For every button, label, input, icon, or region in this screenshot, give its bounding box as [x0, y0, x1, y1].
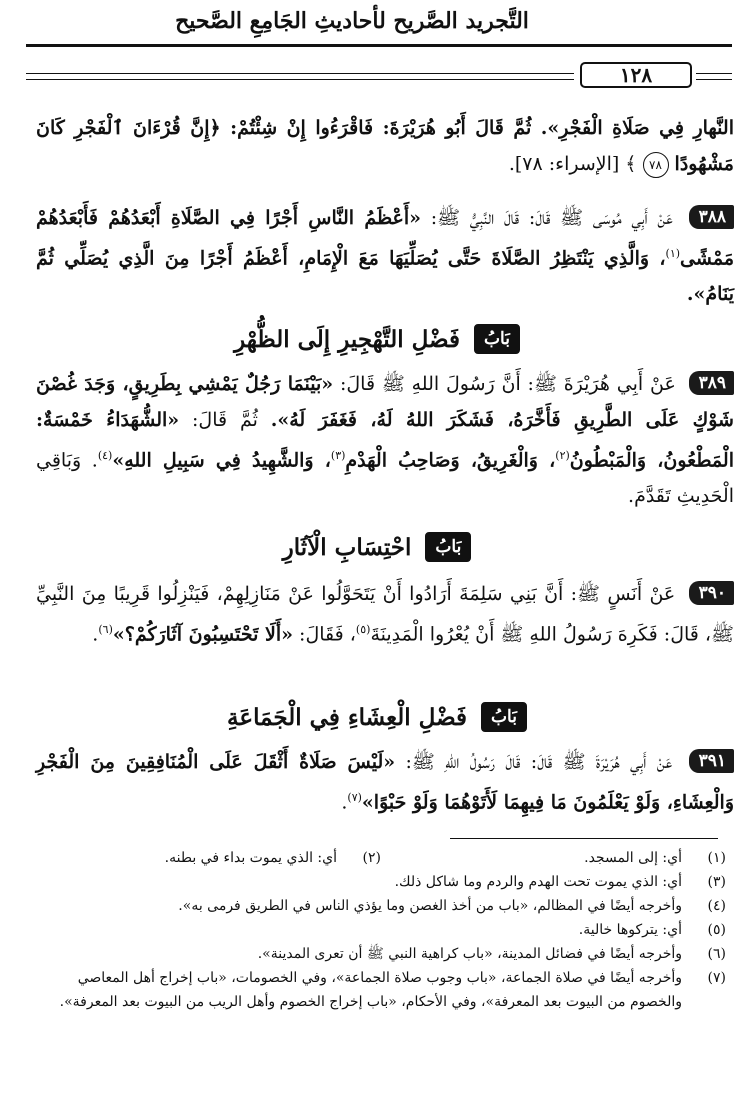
footnote-number: (٦) — [707, 946, 726, 962]
page-number: ١٢٨ — [580, 62, 692, 88]
footnote-number: (٣) — [707, 874, 726, 890]
hadith-text: «بَيْنَمَا رَجُلٌ يَمْشِي بِطَرِيقٍ، وَجَدَ غُصْنَ شَوْكٍ عَلَى الطَّرِيقِ فَأَخَّرَهُ، فَشَكَرَ اللهُ لَهُ، فَغَفَرَ لَهُ». — [36, 373, 734, 431]
chapter-label: بَابُ — [425, 532, 471, 562]
hadith-text-mid: ، فَقَالَ: — [299, 623, 356, 646]
hadith-390 — [36, 576, 734, 652]
hadith-text-4: ، وَالشَّهِيدُ فِي سَبِيلِ اللهِ» — [112, 449, 331, 472]
chapter-title: فَضْلِ الْعِشَاءِ فِي الْجَمَاعَةِ — [227, 704, 468, 731]
hadith-388 — [36, 200, 734, 312]
hadith-number-badge: ٣٨٩ — [689, 371, 734, 395]
hadith-391 — [36, 744, 734, 820]
hadith-narrator: عَنْ أَبِي هُرَيْرَةَ ﷺ: أَنَّ رَسُولَ اللهِ ﷺ قَالَ: — [339, 373, 676, 395]
hadith-number-badge: ٣٩٠ — [689, 581, 734, 605]
footnotes — [36, 846, 726, 1014]
hadith-389 — [36, 366, 734, 514]
hadith-text-3: ، وَالْغَرِيقُ، وَصَاحِبُ الْهَدْمِ — [345, 449, 556, 472]
footnote-ref: (٦) — [98, 623, 113, 636]
footnote-number: (١) — [707, 850, 726, 866]
footnote-text: أي: يتركوها خالية. — [578, 922, 682, 938]
hadith-narrator: عَنْ أَبِي مُوسَى ﷺ قَالَ: قَالَ النَّبِيُّ ﷺ: — [430, 207, 673, 229]
footnote — [36, 942, 726, 966]
footnote-text: وأخرجه أيضًا في فضائل المدينة، «باب كراهية النبي ﷺ أن تعرى المدينة». — [257, 946, 682, 962]
footnote-text: وأخرجه أيضًا في صلاة الجماعة، «باب وجوب صلاة الجماعة»، وفي الخصومات، «باب إخراج أهل المعاصي والخصوم من البيوت بعد المعرفة»، وفي الأحكام، «باب إخراج الخصوم وأهل الريب من البيوت بعد المعرفة». — [59, 970, 682, 1010]
footnote — [36, 966, 726, 1014]
footnote-text: أي: الذي يموت بداء في بطنه. — [164, 850, 337, 866]
hadith-number-badge: ٣٩١ — [689, 749, 734, 773]
hadith-tail: . وَبَاقِي الْحَدِيثِ تَقَدَّمَ. — [36, 449, 734, 508]
header-rule — [26, 44, 732, 47]
hadith-text-2: «الشُّهَدَاءُ خَمْسَةٌ: الْمَطْعُونُ، وَالْمَبْطُونُ — [36, 409, 734, 472]
intro-paragraph — [36, 110, 734, 182]
intro-line2-text: مَشْهُودًا — [674, 153, 734, 175]
footnote-text: أي: الذي يموت تحت الهدم والردم وما شاكل ذلك. — [394, 874, 682, 890]
ayah-number-marker: ٧٨ — [643, 152, 669, 178]
intro-line2-ref: ﴾ [الإسراء: ٧٨]. — [508, 153, 637, 175]
footnote — [36, 894, 726, 918]
page-number-rule-right — [696, 73, 732, 80]
running-title: التَّجريد الصَّريح لأحاديثِ الجَامِعِ الصَّحيح — [175, 8, 529, 34]
chapter-title: فَضْلِ التَّهْجِيرِ إِلَى الظُّهْرِ — [234, 326, 460, 353]
footnote-separator — [450, 838, 718, 839]
hadith-text: «أَعْظَمُ النَّاسِ أَجْرًا فِي الصَّلَاةِ أَبْعَدُهُمْ فَأَبْعَدُهُمْ مَمْشًى — [36, 207, 734, 270]
chapter-title: احْتِسَابِ الْآثَارِ — [282, 534, 412, 561]
footnote-number: (٢) — [362, 850, 381, 866]
footnote-ref: (٥) — [355, 623, 371, 636]
hadith-narrator: عَنْ أَنَسٍ ﷺ: أَنَّ بَنِي سَلِمَةَ أَرَادُوا أَنْ يَتَحَوَّلُوا عَنْ مَنَازِلِهِمْ، فَيَنْزِلُوا قَرِيبًا مِنَ النَّبِيِّ ﷺ، قَالَ: فَكَرِهَ رَسُولُ اللهِ ﷺ أَنْ يُعْرُوا الْمَدِينَةَ — [36, 583, 734, 646]
chapter-heading — [0, 702, 754, 732]
footnote-ref: (٤) — [97, 449, 113, 462]
hadith-number-badge: ٣٨٨ — [689, 205, 734, 229]
hadith-text-mid: ثُمَّ قَالَ: — [192, 409, 258, 431]
chapter-heading — [0, 532, 754, 562]
hadith-text-2: ، وَالَّذِي يَنْتَظِرُ الصَّلَاةَ حَتَّى يُصَلِّيَهَا مَعَ الْإِمَامِ، أَعْظَمُ أَجْرًا مِنَ الَّذِي يُصَلِّي ثُمَّ يَنَامُ». — [36, 247, 734, 306]
hadith-text: «لَيْسَ صَلَاةٌ أَثْقَلَ عَلَى الْمُنَافِقِينَ مِنَ الْفَجْرِ وَالْعِشَاءِ، وَلَوْ يَعْلَمُونَ مَا فِيهِمَا لَأَتَوْهُمَا وَلَوْ حَبْوًا» — [36, 751, 734, 814]
footnote-number: (٥) — [707, 922, 726, 938]
footnote-ref: (٣) — [330, 449, 346, 462]
footnote-text: وأخرجه أيضًا في المظالم، «باب من أخذ الغصن وما يؤذي الناس في الطريق فرمى به». — [178, 898, 682, 914]
hadith-narrator: عَنْ أَبِي هُرَيْرَةَ ﷺ قَالَ: قَالَ رَسُولُ اللهِ ﷺ: — [405, 751, 673, 773]
footnote — [36, 918, 726, 942]
hadith-text: «أَلَا تَحْتَسِبُونَ آثَارَكُمْ؟» — [112, 623, 293, 646]
page-number-rule-left — [26, 73, 574, 80]
footnote-number: (٧) — [707, 970, 726, 986]
hadith-tail: . — [341, 791, 348, 814]
footnote-text: أي: إلى المسجد. — [584, 850, 682, 866]
footnote-ref: (١) — [665, 247, 681, 260]
footnote — [381, 846, 726, 870]
footnote — [36, 846, 381, 870]
footnote-ref: (٧) — [347, 791, 362, 804]
chapter-heading — [0, 324, 754, 354]
page-number-bar — [26, 62, 732, 90]
chapter-label: بَابُ — [474, 324, 520, 354]
intro-line1: النَّهارِ فِي صَلَاةِ الْفَجْرِ». ثُمَّ قَالَ أَبُو هُرَيْرَةَ: فَاقْرَءُوا إِنْ شِئْتُمْ: ﴿إِنَّ قُرْءَانَ ٱلْفَجْرِ كَانَ — [36, 117, 734, 139]
footnote — [36, 870, 726, 894]
footnote-row — [36, 846, 726, 870]
footnote-ref: (٢) — [555, 449, 570, 462]
footnote-number: (٤) — [707, 898, 726, 914]
chapter-label: بَابُ — [481, 702, 527, 732]
hadith-tail: . — [92, 623, 99, 646]
